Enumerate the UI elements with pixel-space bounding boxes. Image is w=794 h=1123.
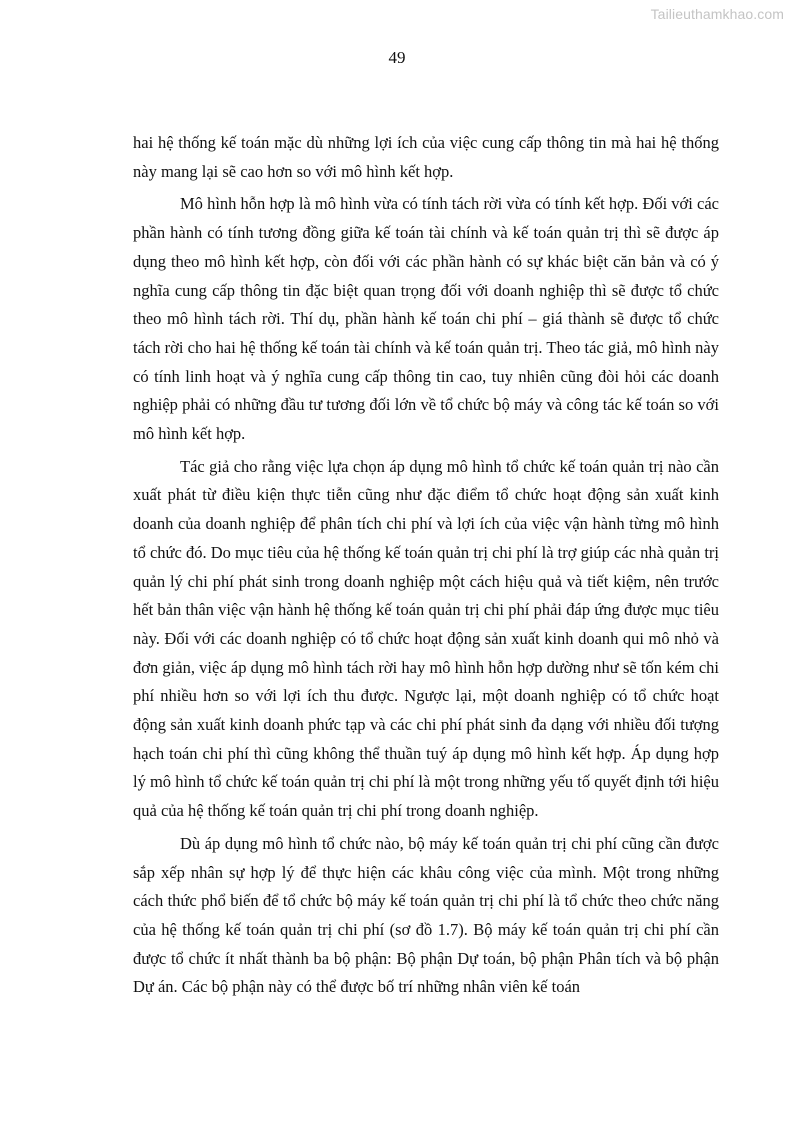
paragraph-4: Dù áp dụng mô hình tổ chức nào, bộ máy kế toán quản trị chi phí cũng cần được sắp xếp nhân sự hợp lý để thực hiện các khâu công việc của mình. Một trong những cách thức phổ biến để tổ chức bộ máy kế toán quản trị chi phí là tổ chức theo chức năng của hệ thống kế toán quản trị chi phí (sơ đồ 1.7). Bộ máy kế toán quản trị chi phí cần được tổ chức ít nhất thành ba bộ phận: Bộ phận Dự toán, bộ phận Phân tích và bộ phận Dự án. Các bộ phận này có thể được bố trí những nhân viên kế toán xyxy=(133,833,719,997)
document-body xyxy=(133,129,719,1006)
paragraph-3: Tác giả cho rằng việc lựa chọn áp dụng mô hình tổ chức kế toán quản trị nào cần xuất phát từ điều kiện thực tiễn cũng như đặc điểm tổ chức hoạt động sản xuất kinh doanh của doanh nghiệp để phân tích chi phí và lợi ích của việc vận hành từng mô hình tổ chức đó. Do mục tiêu của hệ thống kế toán quản trị chi phí là trợ giúp các nhà quản trị quản lý chi phí phát sinh trong doanh nghiệp một cách hiệu quả và tiết kiệm, nên trước hết bản thân việc vận hành hệ thống kế toán quản trị chi phí phải đáp ứng được mục tiêu này. Đối với các doanh nghiệp có tổ chức hoạt động sản xuất kinh doanh qui mô nhỏ và đơn giản, việc áp dụng mô hình tách rời hay mô hình hỗn hợp dường như sẽ tốn kém chi phí nhiều hơn so với lợi ích thu được. Ngược lại, một doanh nghiệp có tổ chức hoạt động sản xuất kinh doanh phức tạp và các chi phí phát sinh đa dạng với nhiều đối tượng hạch toán chi phí thì cũng không thể thuần tuý áp dụng mô hình kết hợp. Áp dụng hợp lý mô hình tổ chức kế toán quản trị chi phí là một trong những yếu tố quyết định tới hiệu quả của hệ thống kế toán quản trị chi phí trong doanh nghiệp. xyxy=(133,456,719,821)
page-number: 49 xyxy=(388,48,406,67)
paragraph-2: Mô hình hỗn hợp là mô hình vừa có tính tách rời vừa có tính kết hợp. Đối với các phần hành có tính tương đồng giữa kế toán tài chính và kế toán quản trị thì sẽ được áp dụng theo mô hình kết hợp, còn đối với các phần hành có sự khác biệt căn bản và có ý nghĩa cung cấp thông tin đặc biệt quan trọng đối với doanh nghiệp thì sẽ được tổ chức theo mô hình tách rời. Thí dụ, phần hành kế toán chi phí – giá thành sẽ được tổ chức tách rời cho hai hệ thống kế toán tài chính và kế toán quản trị. Theo tác giả, mô hình này có tính linh hoạt và ý nghĩa cung cấp thông tin cao, tuy nhiên cũng đòi hỏi các doanh nghiệp phải có những đầu tư tương đối lớn về tổ chức bộ máy và công tác kế toán so với mô hình kết hợp. xyxy=(133,194,719,444)
paragraph-1: hai hệ thống kế toán mặc dù những lợi ích của việc cung cấp thông tin mà hai hệ thống này mang lại sẽ cao hơn so với mô hình kết hợp. xyxy=(133,133,719,181)
watermark-text: Tailieuthamkhao.com xyxy=(650,6,784,22)
